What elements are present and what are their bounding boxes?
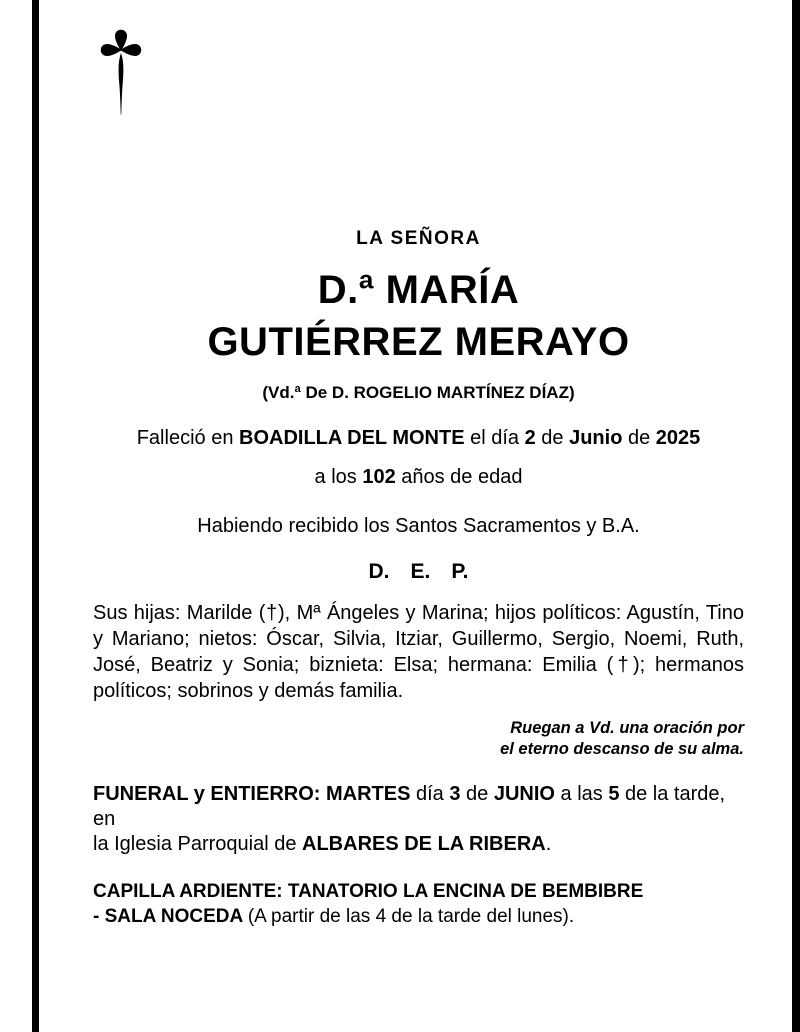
- funeral-church: ALBARES DE LA RIBERA: [302, 833, 546, 855]
- text-segment: día: [410, 783, 450, 805]
- funeral-hour: 5: [608, 783, 620, 805]
- widow-note: (Vd.ª De D. ROGELIO MARTÍNEZ DÍAZ): [262, 383, 575, 402]
- age-value: 102: [362, 466, 396, 488]
- text-segment: de: [622, 427, 656, 449]
- age-line: [93, 464, 744, 490]
- text-segment: de: [535, 427, 570, 449]
- deceased-name: [93, 264, 744, 368]
- prayer-request-line2: el eterno descanso de su alma.: [500, 740, 744, 758]
- funeral-day: 3: [449, 783, 461, 805]
- page-border-left: [32, 0, 39, 1032]
- death-year: 2025: [655, 427, 701, 449]
- text-segment: años de edad: [395, 466, 523, 488]
- text-segment: de: [460, 783, 494, 805]
- death-place: BOADILLA DEL MONTE: [239, 427, 465, 449]
- text-segment: de la tarde, en: [93, 783, 726, 830]
- funeral-announcement: [93, 782, 744, 857]
- text-segment: Falleció en: [136, 427, 239, 449]
- prayer-request-line1: Ruegan a Vd. una oración por: [510, 719, 744, 737]
- text-segment: .: [545, 833, 552, 855]
- prayer-request: [93, 718, 744, 760]
- funeral-heading: FUNERAL y ENTIERRO: MARTES: [93, 783, 411, 805]
- death-month: Junio: [569, 427, 623, 449]
- page-border-right: [792, 0, 800, 1032]
- wake-schedule: (A partir de las 4 de la tarde del lunes).: [247, 906, 575, 927]
- text-segment: la Iglesia Parroquial de: [93, 833, 303, 855]
- dep-abbreviation: D. E. P.: [368, 560, 469, 583]
- family-paragraph: Sus hijas: Marilde (†), Mª Ángeles y Marina; hijos políticos: Agustín, Tino y Mariano; nietos: Óscar, Silvia, Itziar, Guillermo, Sergio, Noemi, Ruth, José, Beatriz y Sonia; biznieta: Elsa; hermana: Emilia (†); hermanos políticos; sobrinos y demás familia.: [93, 602, 744, 702]
- text-segment: el día: [464, 427, 525, 449]
- honorific-title: LA SEÑORA: [356, 228, 481, 249]
- deceased-name-line2: GUTIÉRREZ MERAYO: [207, 320, 630, 364]
- deceased-name-line1: D.ª MARÍA: [317, 268, 520, 312]
- text-segment: a los: [314, 466, 363, 488]
- death-day: 2: [524, 427, 536, 449]
- wake-announcement: [93, 879, 744, 929]
- text-segment: a las: [554, 783, 609, 805]
- sacraments-line: Habiendo recibido los Santos Sacramentos y B.A.: [197, 515, 640, 537]
- death-date-line: [93, 425, 744, 451]
- esquela-body: [39, 0, 792, 929]
- funeral-month: JUNIO: [493, 783, 555, 805]
- wake-room: - SALA NOCEDA: [93, 906, 248, 927]
- wake-heading: CAPILLA ARDIENTE: TANATORIO LA ENCINA DE BEMBIBRE: [93, 881, 644, 902]
